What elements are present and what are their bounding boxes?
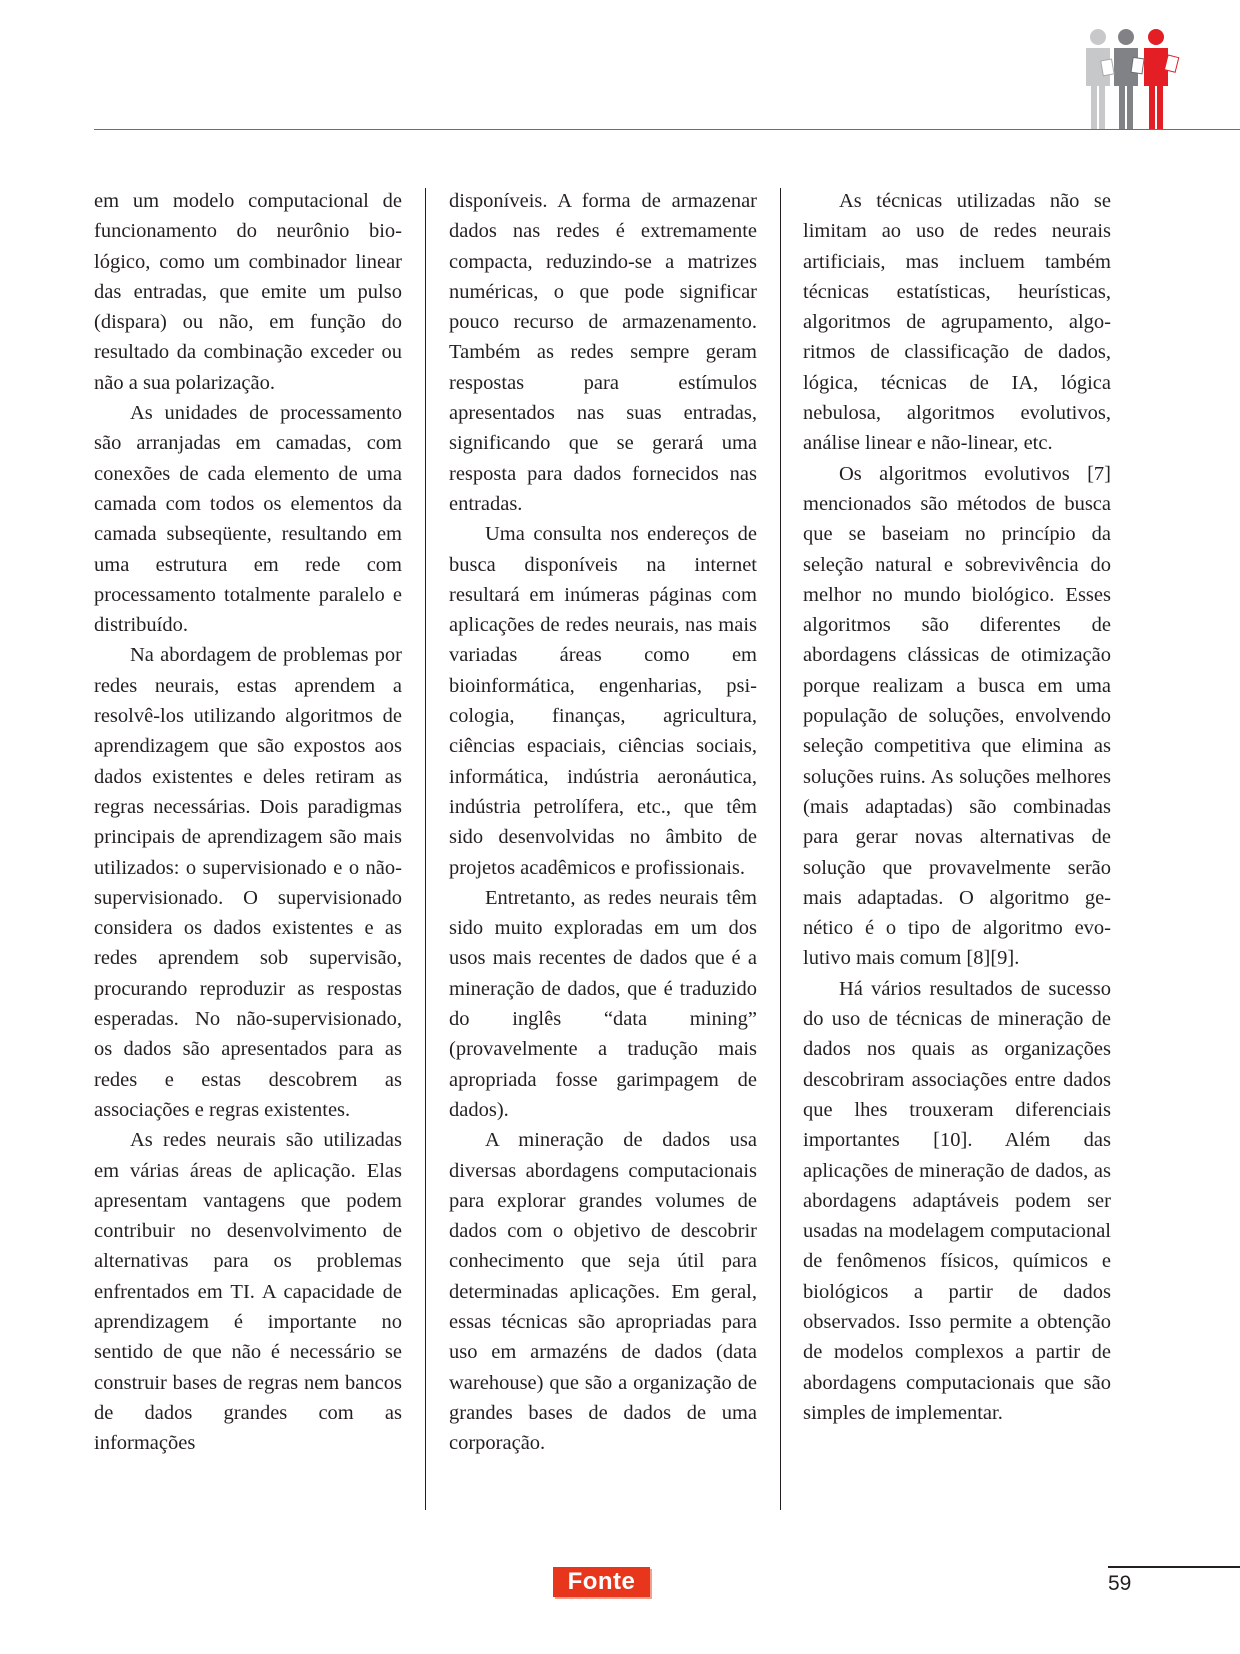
paragraph: Uma consulta nos endereços de busca disponíveis na internet resultará em inúmeras páginas com aplicações de redes neurais, nas mais variadas áreas como em bioinformática, engenharias, psicologia, finanças, agricultura, ciências espaciais, ciências sociais, informática, indústria aeronáutica, indústria petrolífera, etc., que têm sido desenvolvidas no âmbito de projetos acadêmicos e profissionais. xyxy=(449,523,757,879)
paragraph: em um modelo computacional de funcionamento do neurônio biológico, como um combinador linear das entradas, que emite um pulso (dispara) ou não, em função do resultado da combinação exceder ou não a sua polarização. xyxy=(94,190,402,394)
fonte-logo: Fonte xyxy=(553,1567,650,1597)
page-number: 59 xyxy=(1108,1572,1132,1595)
paragraph: Na abordagem de problemas por redes neurais, estas aprendem a resolvê-los utilizando algoritmos de aprendizagem que são expostos aos dados existentes e deles retiram as regras necessárias. Dois paradigmas principais de aprendizagem são mais utilizados: o supervisionado e o não-supervisionado. O supervisionado considera os dados existentes e as redes aprendem sob supervisão, procurando reproduzir as respostas esperadas. No não-supervisionado, os dados são apresentados para as redes e estas descobrem as associações e regras existentes. xyxy=(94,644,402,1121)
header-divider xyxy=(94,129,1240,130)
paragraph: disponíveis. A forma de armazenar dados nas redes é extremamente compacta, reduzindo-se a matrizes numéricas, o que pode significar pouco recurso de armazenamento. Também as redes sempre geram respostas para estímulos apresentados nas suas entradas, significando que se gerará uma resposta para dados fornecidos nas entradas. xyxy=(449,190,757,515)
footer-divider xyxy=(1108,1566,1240,1568)
text-column-2 xyxy=(449,186,757,1458)
paragraph: Há vários resultados de sucesso do uso de técnicas de mineração de dados nos quais as organizações descobriram associações entre dados que lhes trouxeram diferenciais importantes [10]. Além das aplicações de mineração de dados, as abordagens adaptáveis podem ser usadas na modelagem computacional de fenômenos físicos, químicos e biológicos a partir de dados observados. Isso permite a obtenção de modelos complexos a partir de abordagens computacionais que são simples de implementar. xyxy=(803,977,1111,1424)
column-divider xyxy=(780,188,781,1510)
text-column-3 xyxy=(803,186,1111,1428)
paragraph: Entretanto, as redes neurais têm sido muito exploradas em um dos usos mais recentes de dados que é a mineração de dados, que é traduzido do inglês “data mining” (provavelmente a tradução mais apropriada fosse garimpagem de dados). xyxy=(449,886,757,1121)
paragraph: As unidades de processamento são arranjadas em camadas, com conexões de cada elemento de uma camada com todos os elementos da camada subseqüente, resultando em uma estrutura em rede com processamento totalmente paralelo e distribuído. xyxy=(94,402,402,637)
paragraph: A mineração de dados usa diversas abordagens computacionais para explorar grandes volumes de dados com o objetivo de descobrir conhecimento que seja útil para determinadas aplicações. Em geral, essas técnicas são apropriadas para uso em armazéns de dados (data warehouse) que são a organização de grandes bases de dados de uma corporação. xyxy=(449,1129,757,1455)
paragraph: As redes neurais são utilizadas em várias áreas de aplicação. Elas apresentam vantagens que podem contribuir no desenvolvimento de alternativas para os problemas enfrentados em TI. A capacidade de aprendizagem é importante no sentido de que não é necessário se construir bases de regras nem bancos de dados grandes com as informações xyxy=(94,1129,402,1455)
people-figures-icon xyxy=(1080,28,1185,130)
paragraph: As técnicas utilizadas não se limitam ao uso de redes neurais artificiais, mas incluem também técnicas estatísticas, heurísticas, algoritmos de agrupamento, algoritmos de classificação de dados, lógica, técnicas de IA, lógica nebulosa, algoritmos evolutivos, análise linear e não-linear, etc. xyxy=(803,190,1111,455)
text-column-1 xyxy=(94,186,402,1458)
paragraph: Os algoritmos evolutivos [7] mencionados são métodos de busca que se baseiam no princípio da seleção natural e sobrevivência do melhor no mundo biológico. Esses algoritmos são diferentes de abordagens clássicas de otimização porque realizam a busca em uma população de soluções, envolvendo seleção competitiva que elimina as soluções ruins. As soluções melhores (mais adaptadas) são combinadas para gerar novas alternativas de solução que provavelmente serão mais adaptadas. O algoritmo genético é o tipo de algoritmo evolutivo mais comum [8][9]. xyxy=(803,462,1111,970)
column-divider xyxy=(425,188,426,1510)
